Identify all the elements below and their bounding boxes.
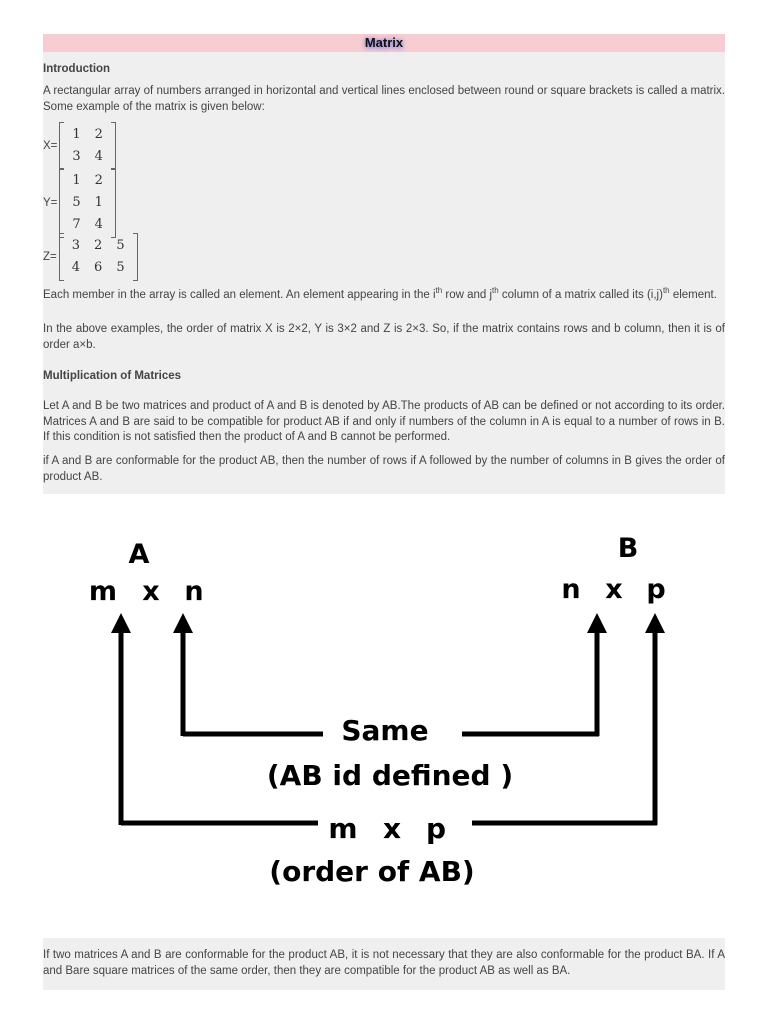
arrowhead-up-icon <box>645 613 665 633</box>
matrix-z <box>59 233 138 281</box>
diagram-result-times: x <box>382 812 402 845</box>
matrix-y-row <box>43 168 116 238</box>
diagram-ab-defined-label: (AB id defined ) <box>266 759 514 792</box>
matrix-cell: 4 <box>71 260 81 275</box>
page-title: Matrix <box>364 35 404 50</box>
matrix-y <box>59 168 116 238</box>
matrix-cell: 3 <box>71 238 81 253</box>
superscript: th <box>435 286 443 295</box>
title-bar <box>43 34 725 52</box>
matrix-cell: 1 <box>72 127 81 142</box>
multiplication-paragraph: Let A and B be two matrices and product of A and B is denoted by AB.The products of AB can be defined or not according to its order. Matrices A and B are said to be compatible for product AB if and only if numbers of the column in A is equal to a number of rows in B. If this condition is not satisfied then the product of A and B cannot be performed. <box>43 400 725 443</box>
footer-panel <box>43 938 725 990</box>
element-definition-paragraph <box>43 283 725 303</box>
diagram-label-a: A <box>128 539 150 570</box>
matrix-cell: 3 <box>72 149 81 164</box>
element-text-part: Each member in the array is called an element. An element appearing in the i <box>43 288 436 301</box>
diagram-a-rows: m <box>88 576 118 607</box>
element-text-part: row and j <box>442 288 493 301</box>
diagram-result-rows: m <box>328 812 358 845</box>
diagram-arrowheads <box>111 613 665 633</box>
matrix-cell: 2 <box>94 238 103 253</box>
matrix-cell: 5 <box>116 238 125 253</box>
matrix-cell: 2 <box>94 127 103 142</box>
matrix-cell: 5 <box>116 260 125 275</box>
diagram-same-label: Same <box>341 714 429 747</box>
diagram-b-cols: p <box>646 574 666 605</box>
diagram-b-times: x <box>605 574 623 605</box>
diagram-a-times: x <box>142 576 160 607</box>
matrix-cell: 1 <box>94 195 103 210</box>
matrix-cell: 1 <box>72 173 81 188</box>
diagram-order-label: (order of AB) <box>269 855 475 888</box>
introduction-heading: Introduction <box>43 63 111 75</box>
matrix-z-row <box>43 233 138 281</box>
matrix-cell: 4 <box>94 217 103 232</box>
matrix-label: X= <box>43 140 58 152</box>
introduction-paragraph: A rectangular array of numbers arranged in horizontal and vertical lines enclosed between round or square brackets is called a matrix. Some example of the matrix is given below: <box>43 85 725 113</box>
arrowhead-up-icon <box>111 613 131 633</box>
matrix-cell: 6 <box>94 260 103 275</box>
arrowhead-up-icon <box>173 613 193 633</box>
matrix-order-diagram <box>0 515 768 915</box>
matrix-cell: 7 <box>72 217 81 232</box>
matrix-x <box>59 122 116 170</box>
element-text-part: element. <box>669 288 717 301</box>
matrix-x-row <box>43 122 116 170</box>
element-text-part: column of a matrix called its (i,j) <box>498 288 663 301</box>
footer-paragraph: If two matrices A and B are conformable for the product AB, it is not necessary that they are also conformable for the product BA. If A and Bare square matrices of the same order, then they are compatible for the product AB as well as BA. <box>43 949 725 977</box>
matrix-cell: 4 <box>94 149 103 164</box>
diagram-a-cols: n <box>184 576 204 607</box>
superscript: th <box>662 286 670 295</box>
matrix-cell: 2 <box>94 173 103 188</box>
arrowhead-up-icon <box>587 613 607 633</box>
matrix-cell: 5 <box>72 195 81 210</box>
content-panel <box>43 34 725 494</box>
order-paragraph: In the above examples, the order of matrix X is 2×2, Y is 3×2 and Z is 2×3. So, if the matrix contains rows and b column, then it is of order a×b. <box>43 323 725 351</box>
conformable-paragraph: if A and B are conformable for the product AB, then the number of rows if A followed by the number of columns in B gives the order of product AB. <box>43 455 725 483</box>
diagram-b-rows: n <box>561 574 581 605</box>
superscript: th <box>492 286 499 295</box>
diagram-result-cols: p <box>425 812 447 845</box>
matrix-label: Y= <box>43 197 58 209</box>
matrix-label: Z= <box>43 251 57 263</box>
diagram-label-b: B <box>617 533 639 564</box>
multiplication-heading: Multiplication of Matrices <box>43 370 182 382</box>
